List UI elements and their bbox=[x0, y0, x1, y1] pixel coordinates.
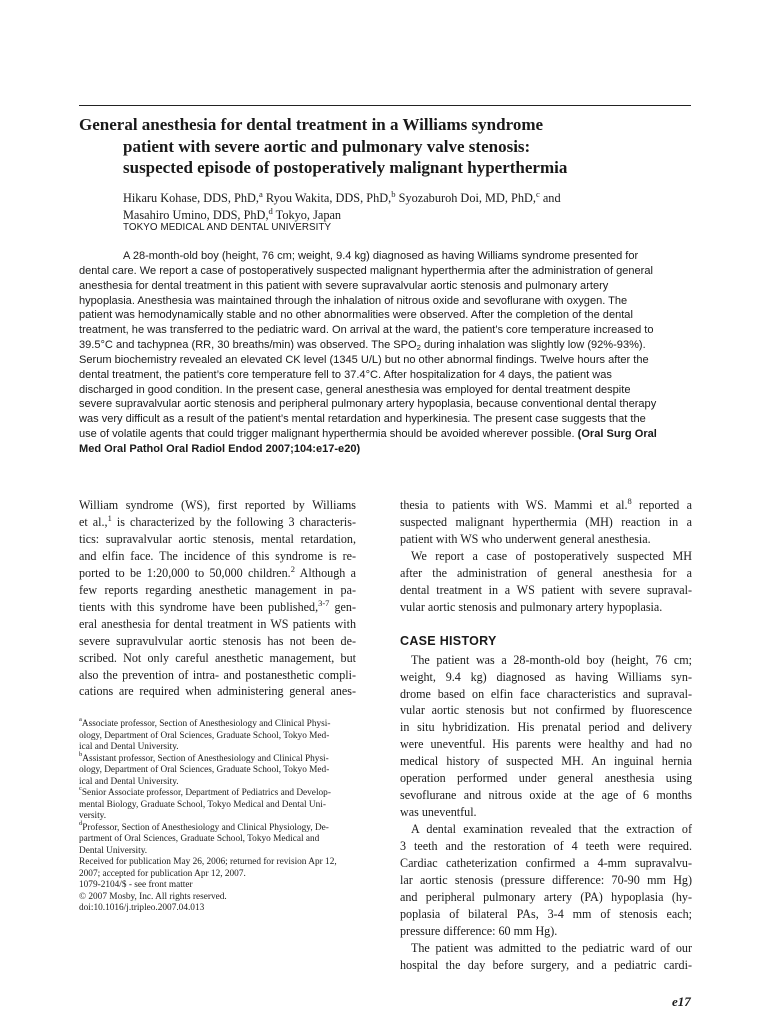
body-line: suspected malignant hyperthermia (MH) reaction in a bbox=[400, 514, 692, 529]
received-dates: Received for publication May 26, 2006; returned for revision Apr 12, bbox=[79, 857, 337, 867]
body-line: The patient was admitted to the pediatric ward of our bbox=[411, 940, 692, 955]
footnote-line: Dental University. bbox=[79, 845, 148, 856]
abstract-line: patient was hemodynamically stable and no other abnormalities were observed. After the completion of the dental bbox=[79, 309, 633, 322]
body-line: 3 teeth and the restoration of 4 teeth were required. bbox=[400, 839, 692, 854]
reference-link[interactable]: 1 bbox=[107, 512, 112, 523]
body-line: The patient was a 28-month-old boy (height, 76 cm; bbox=[411, 652, 692, 667]
abstract-line: hypoplasia. Anesthesia was maintained through the inhalation of nitrous oxide and sevoflurane with oxygen. The bbox=[79, 294, 628, 307]
footnote-line bbox=[79, 785, 369, 800]
author-superscript: a bbox=[258, 189, 263, 199]
abstract bbox=[79, 249, 694, 457]
body-line: Cardiac catheterization confirmed a 4-mm supravalvu- bbox=[400, 856, 692, 871]
abstract-line: anesthesia for dental treatment in this patient with severe supravalvular aortic stenosis and pulmonary artery bbox=[79, 279, 609, 292]
page-number: e17 bbox=[672, 994, 691, 1009]
footnote-line: ology, Department of Oral Sciences, Graduate School, Tokyo Med- bbox=[79, 765, 330, 775]
footnote-text: Senior Associate professor, Department of Pediatrics and Develop- bbox=[81, 788, 331, 798]
body-line: medical history of suspected MH. An inguinal hernia bbox=[400, 754, 692, 769]
footnote-line: mental Biology, Graduate School, Tokyo Medical and Dental Uni- bbox=[79, 799, 326, 810]
body-line: vular aortic stenosis and pulmonary artery hypoplasia. bbox=[400, 599, 663, 614]
body-text: Although a bbox=[294, 565, 356, 580]
issn-line: 1079-2104/$ - see front matter bbox=[79, 880, 193, 890]
body-line: operation performed under general anesthesia using bbox=[400, 771, 692, 786]
body-line bbox=[79, 599, 356, 616]
body-line: tics: supravalvular aortic stenosis, mental retardation, bbox=[79, 531, 356, 546]
reference-link[interactable]: 8 bbox=[627, 496, 632, 506]
body-line bbox=[400, 497, 692, 514]
abstract-line bbox=[79, 338, 694, 353]
footnote-line: ology, Department of Oral Sciences, Graduate School, Tokyo Med- bbox=[79, 730, 330, 741]
reference-link[interactable]: 2 bbox=[290, 563, 295, 574]
header-rule bbox=[79, 105, 691, 106]
body-line: sevoflurane and nitrous oxide at the age of 6 months bbox=[400, 788, 692, 803]
author-superscript: c bbox=[535, 189, 540, 199]
doi-link[interactable]: doi:10.1016/j.tripleo.2007.04.013 bbox=[79, 903, 205, 913]
body-line: eral anesthesia for dental treatment in WS patients with bbox=[79, 616, 356, 631]
body-line: also the prevention of intra- and postanesthetic compli- bbox=[79, 667, 356, 682]
abstract-line: treatment, he was transferred to the pediatric ward. On arrival at the ward, the patient’s core temperature increased to bbox=[79, 324, 654, 337]
body-line: in situ hybridization. His prenatal period and delivery bbox=[400, 720, 692, 735]
title-line: General anesthesia for dental treatment in a Williams syndrome bbox=[79, 115, 544, 134]
author-superscript: d bbox=[268, 206, 273, 216]
abstract-text: use of volatile agents that could trigger malignant hyperthermia should be avoided wherever possible. bbox=[79, 428, 578, 441]
abstract-line: Serum biochemistry revealed an elevated CK level (1345 U/L) but no other abnormal findings. Twelve hours after the bbox=[79, 353, 649, 366]
author-name: Masahiro Umino, DDS, PhD, bbox=[123, 208, 269, 222]
footnote-line bbox=[79, 716, 369, 731]
footnote-marker: d bbox=[79, 819, 83, 827]
body-line: after the administration of general anesthesia for a bbox=[400, 565, 692, 580]
footnote-marker: b bbox=[79, 750, 83, 758]
copyright-line: © 2007 Mosby, Inc. All rights reserved. bbox=[79, 891, 227, 902]
reference-link[interactable]: 3-7 bbox=[318, 597, 330, 608]
body-line: were uneventful. His parents were healthy and had no bbox=[400, 737, 692, 752]
abstract-line: dental treatment, the patient’s core temperature fell to 37.4°C. After hospitalization for 4 days, the patient was bbox=[79, 368, 612, 381]
abstract-line: discharged in good condition. In the present case, general anesthesia was employed for dental treatment despite bbox=[79, 383, 631, 396]
body-line: cations are required when administering general anes- bbox=[79, 684, 356, 699]
body-line: hospital the day before surgery, and a pediatric cardi- bbox=[400, 957, 692, 972]
body-line bbox=[79, 514, 356, 531]
footnote-text: Associate professor, Section of Anesthesiology and Clinical Physi- bbox=[81, 719, 331, 729]
footnote-line: ical and Dental University. bbox=[79, 776, 179, 787]
abstract-line bbox=[79, 427, 694, 442]
body-line: drome based on elfin face characteristics and supraval- bbox=[400, 686, 692, 701]
body-text: tients with this syndrome have been published, bbox=[79, 599, 319, 614]
footnote-text: Professor, Section of Anesthesiology and Clinical Physiology, De- bbox=[82, 822, 329, 833]
body-text: et al., bbox=[79, 514, 108, 529]
footnote-line bbox=[79, 819, 369, 835]
body-text: gen- bbox=[329, 599, 356, 614]
body-line: few reports regarding anesthetic management in pa- bbox=[79, 582, 356, 597]
abstract-line: severe supravalvular aortic stenosis and peripheral pulmonary artery hypoplasia, because conventional dental therapy bbox=[79, 398, 657, 411]
body-line: William syndrome (WS), first reported by Williams bbox=[79, 498, 356, 512]
body-text: ported to be 1:20,000 to 50,000 children. bbox=[79, 565, 291, 580]
body-line: patient with WS who underwent general anesthesia. bbox=[400, 531, 651, 546]
body-line: vular aortic stenosis but not confirmed by fluorescence bbox=[400, 703, 692, 718]
affiliation: TOKYO MEDICAL AND DENTAL UNIVERSITY bbox=[123, 222, 332, 233]
footnote-line bbox=[79, 750, 369, 766]
body-text: reported a bbox=[631, 498, 692, 512]
body-line: dental treatment in a WS patient with severe supraval- bbox=[400, 582, 692, 597]
body-line: and elfin face. The incidence of this syndrome is re- bbox=[79, 548, 356, 563]
body-line: A dental examination revealed that the extraction of bbox=[411, 822, 692, 837]
footnote-line: partment of Oral Sciences, Graduate School, Tokyo Medical and bbox=[79, 834, 320, 844]
footnote-marker: a bbox=[79, 716, 82, 723]
citation: (Oral Surg Oral bbox=[577, 428, 657, 441]
title-line: patient with severe aortic and pulmonary valve stenosis: bbox=[123, 136, 531, 156]
abstract-text: during inhalation was slightly low (92%-93%). bbox=[420, 339, 646, 352]
section-heading: CASE HISTORY bbox=[400, 633, 497, 648]
author-connector: and bbox=[539, 191, 561, 205]
left-column bbox=[79, 497, 356, 700]
body-line: We report a case of postoperatively suspected MH bbox=[411, 548, 692, 563]
received-dates: 2007; accepted for publication Apr 12, 2007. bbox=[79, 868, 246, 879]
citation: Med Oral Pathol Oral Radiol Endod 2007;104:e17-e20) bbox=[79, 442, 361, 455]
right-column bbox=[400, 497, 692, 974]
body-line: severe supravulvular aortic stenosis has not been de- bbox=[79, 633, 356, 648]
body-line: poplasia of bilateral PAs, 3-4 mm of stenosis each; bbox=[400, 906, 692, 921]
author-list bbox=[123, 190, 703, 224]
body-text: is characterized by the following 3 characteris- bbox=[111, 514, 356, 529]
author-name: Hikaru Kohase, DDS, PhD, bbox=[123, 191, 259, 205]
abstract-line: A 28-month-old boy (height, 76 cm; weight, 9.4 kg) diagnosed as having Williams syndrome presented for bbox=[123, 250, 639, 262]
body-text: thesia to patients with WS. Mammi et al. bbox=[400, 498, 628, 512]
footnotes bbox=[79, 716, 369, 915]
author-line bbox=[123, 190, 703, 207]
body-line bbox=[79, 565, 356, 582]
abstract-text: 39.5°C and tachypnea (RR, 30 breaths/min) was observed. The SPO bbox=[79, 339, 417, 352]
title-line: suspected episode of postoperatively malignant hyperthermia bbox=[123, 158, 568, 177]
footnote-line: versity. bbox=[79, 811, 107, 821]
author-name: Ryou Wakita, DDS, PhD, bbox=[262, 191, 392, 205]
body-line: and peripheral pulmonary artery (PA) hypoplasia (hy- bbox=[400, 889, 692, 904]
footnote-text: Assistant professor, Section of Anesthesiology and Clinical Physi- bbox=[82, 753, 329, 764]
abstract-subscript: 2 bbox=[416, 343, 421, 353]
body-line: weight, 9.4 kg) diagnosed as having Williams syn- bbox=[400, 669, 692, 684]
footnote-line: ical and Dental University. bbox=[79, 742, 179, 752]
body-line: was uneventful. bbox=[400, 805, 477, 820]
author-location: Tokyo, Japan bbox=[272, 208, 342, 222]
footnote-marker: c bbox=[79, 785, 82, 792]
abstract-line: dental care. We report a case of postoperatively suspected malignant hyperthermia after the administration of general bbox=[79, 264, 653, 277]
author-superscript: b bbox=[391, 189, 396, 199]
article-title bbox=[79, 114, 699, 179]
abstract-line: was very difficult as a result of the patient’s mental retardation and hyperkinesia. The present case suggests that the bbox=[79, 413, 646, 426]
body-line: pressure difference: 60 mm Hg). bbox=[400, 923, 558, 938]
author-name: Syozaburoh Doi, MD, PhD, bbox=[395, 191, 536, 205]
body-line: lar aortic stenosis (pressure difference: 70-90 mm Hg) bbox=[400, 873, 692, 888]
body-line: scribed. Not only careful anesthetic management, but bbox=[79, 650, 356, 665]
